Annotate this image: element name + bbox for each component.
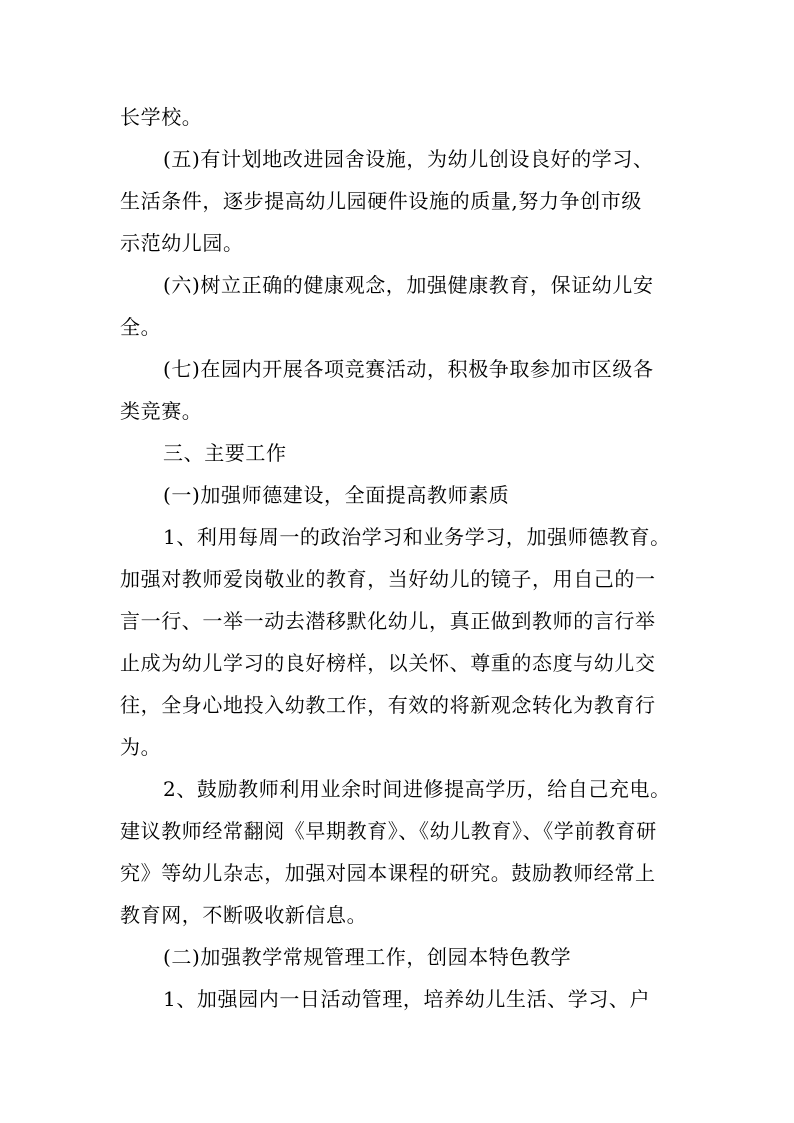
text-line: 1、加强园内一日活动管理，培养幼儿生活、学习、户 — [163, 987, 651, 1011]
text-line: 生活条件，逐步提高幼儿园硬件设施的质量,努力争创市级 — [120, 189, 642, 213]
text-line: 建议教师经常翻阅《早期教育》、《幼儿教育》、《学前教育研 — [120, 819, 657, 843]
text-line: 类竞赛。 — [120, 399, 203, 423]
text-line: (七)在园内开展各项竞赛活动，积极争取参加市区级各 — [163, 357, 654, 381]
text-line: 加强对教师爱岗敬业的教育，当好幼儿的镜子，用自己的一 — [120, 567, 656, 591]
text-line: 2、鼓励教师利用业余时间进修提高学历，给自己充电。 — [163, 777, 671, 801]
text-line: 止成为幼儿学习的良好榜样，以关怀、尊重的态度与幼儿交 — [120, 651, 656, 675]
text-line: 往，全身心地投入幼教工作，有效的将新观念转化为教育行 — [120, 693, 656, 717]
text-line: 为。 — [120, 735, 162, 759]
subsection-heading: (一)加强师德建设，全面提高教师素质 — [163, 483, 510, 507]
text-line: 究》等幼儿杂志，加强对园本课程的研究。鼓励教师经常上 — [120, 861, 656, 885]
text-line: 言一行、一举一动去潜移默化幼儿，真正做到教师的言行举 — [120, 609, 656, 633]
section-heading: 三、主要工作 — [163, 441, 287, 465]
text-line: 1、利用每周一的政治学习和业务学习，加强师德教育。 — [163, 525, 671, 549]
text-line: 教育网，不断吸收新信息。 — [120, 903, 368, 927]
text-line: (六)树立正确的健康观念，加强健康教育，保证幼儿安 — [163, 273, 654, 297]
text-line: 长学校。 — [120, 105, 203, 129]
subsection-heading: (二)加强教学常规管理工作，创园本特色教学 — [163, 945, 572, 969]
text-line: (五)有计划地改进园舍设施，为幼儿创设良好的学习、 — [163, 147, 654, 171]
text-line: 示范幼儿园。 — [120, 231, 244, 255]
text-line: 全。 — [120, 315, 162, 339]
